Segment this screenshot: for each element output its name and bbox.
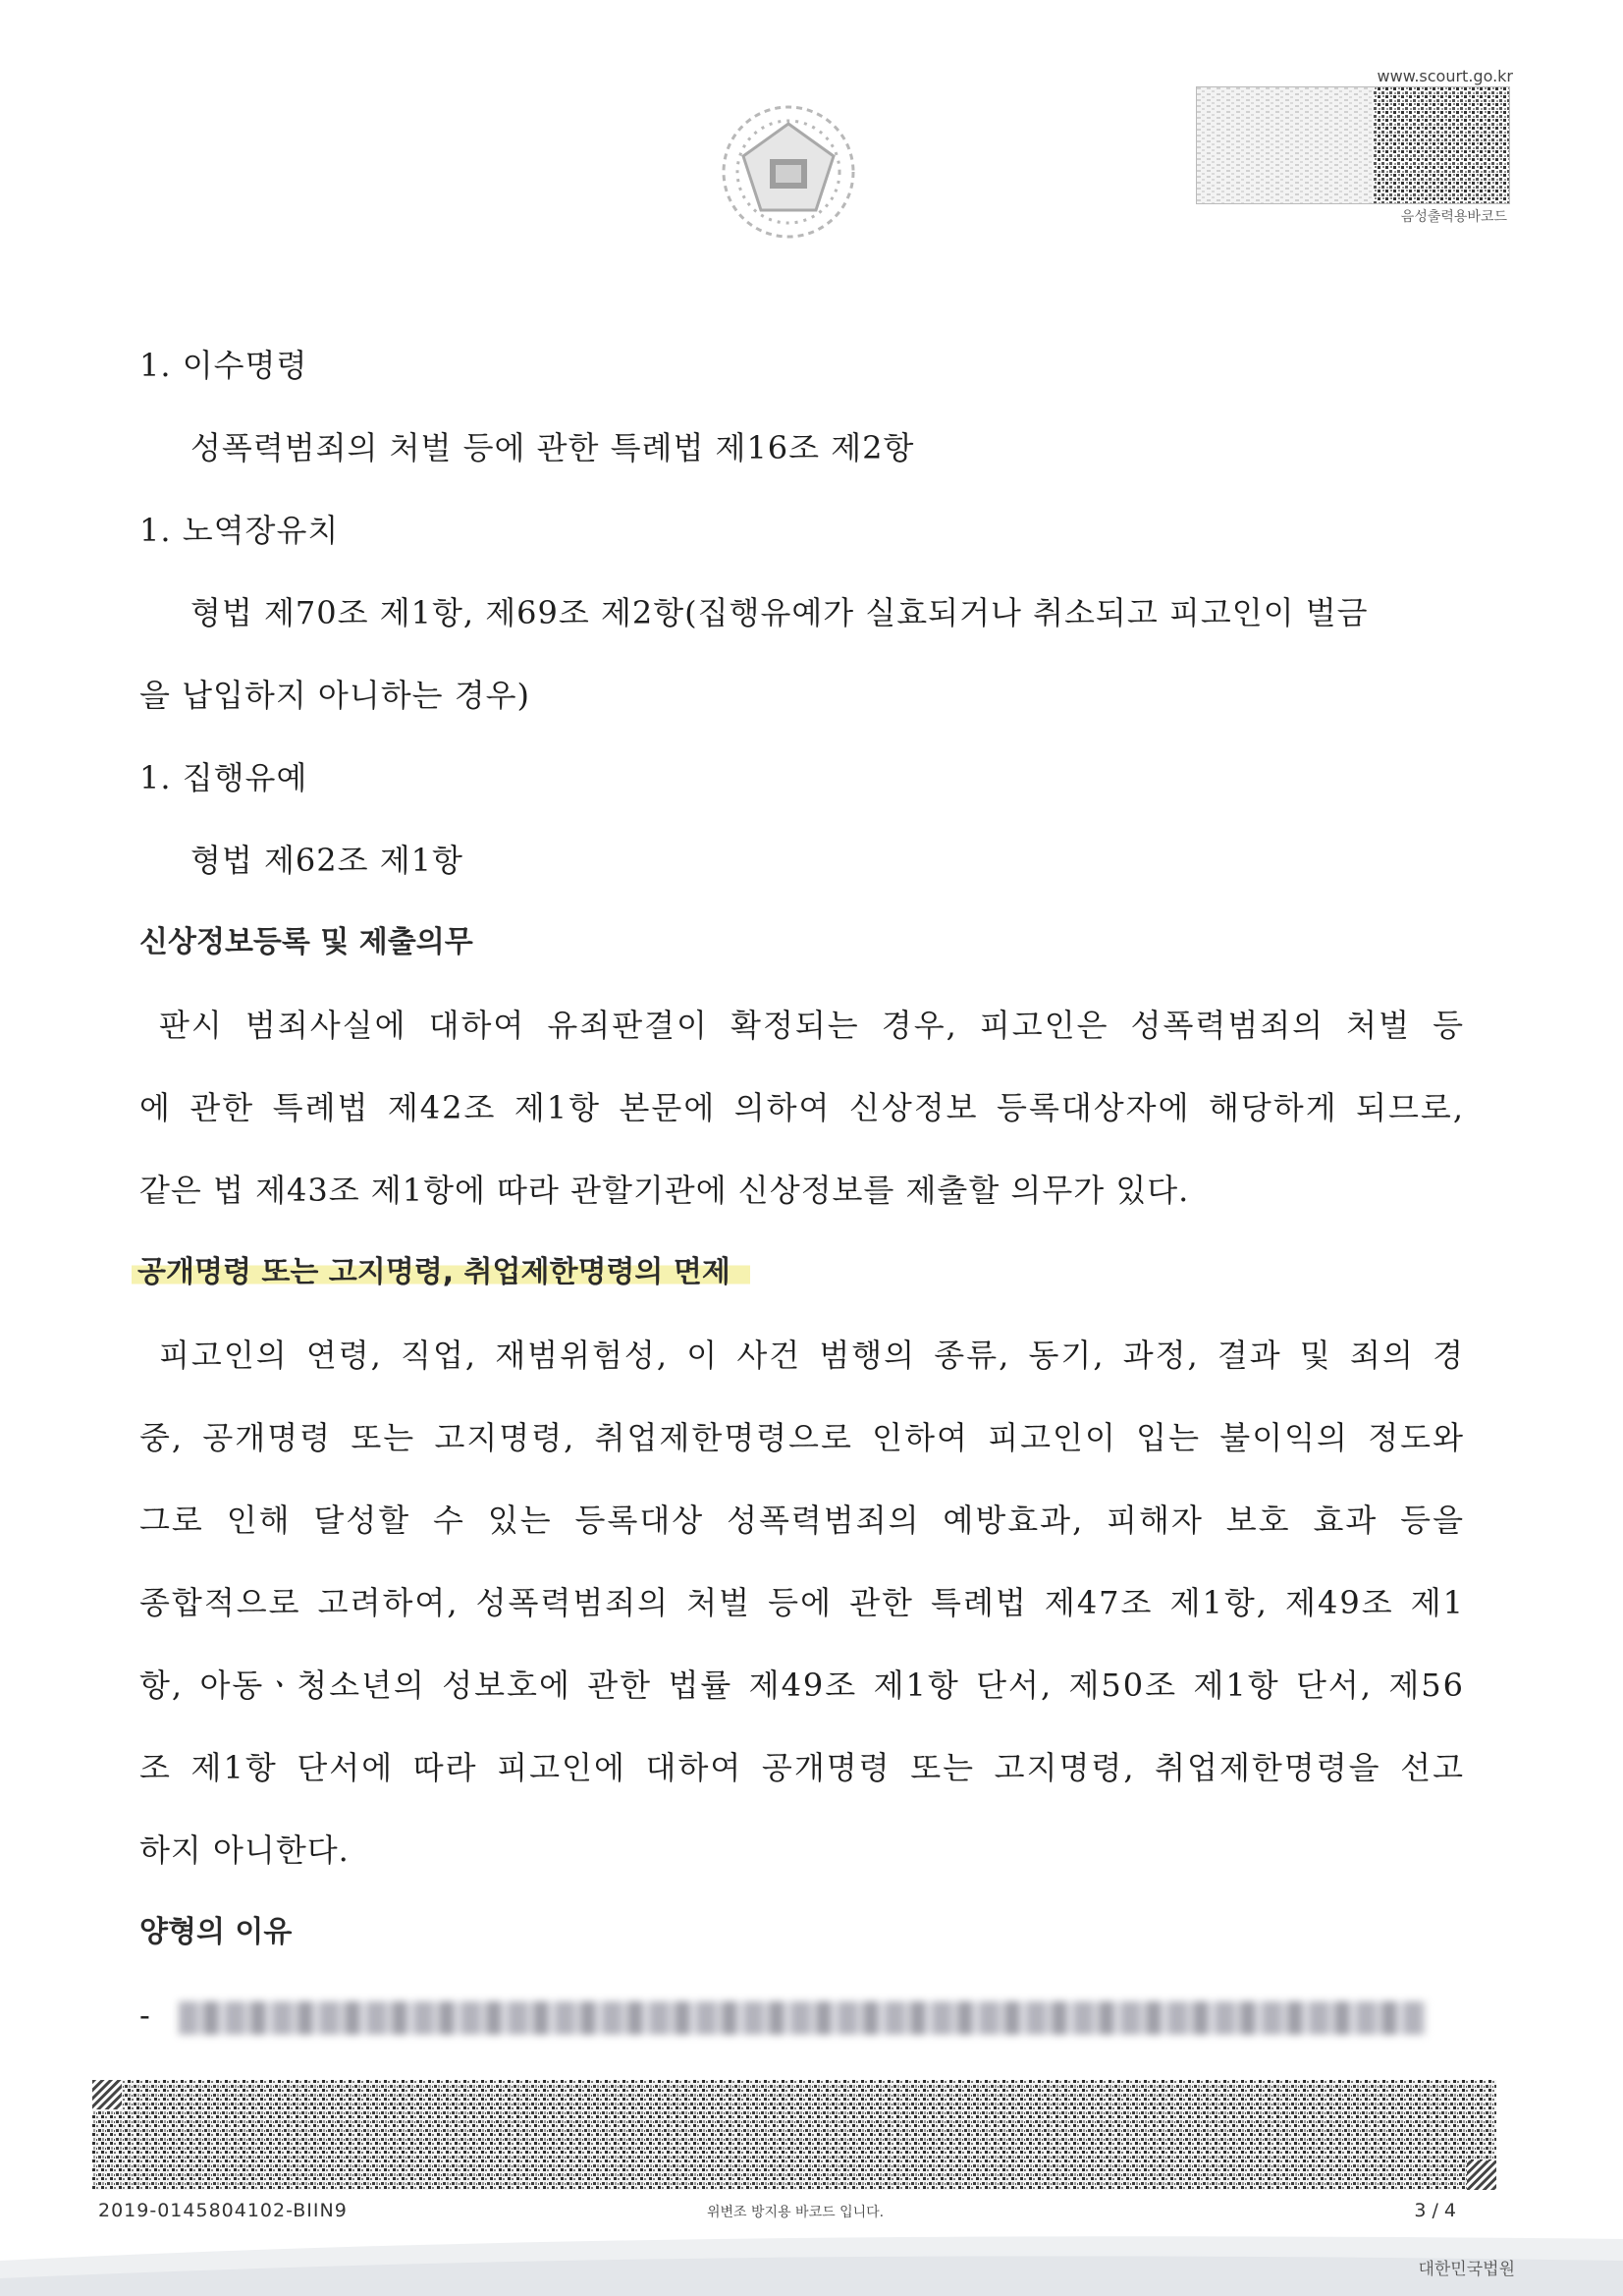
sentencing-first-line: [139, 1974, 1465, 2056]
bullet-dash: -: [139, 1996, 151, 2034]
item-text-workhouse-1: 형법 제70조 제1항, 제69조 제2항(집행유예가 실효되거나 취소되고 피고인이 벌금: [190, 594, 1369, 631]
exemption-line-5: 항, 아동ㆍ청소년의 성보호에 관한 법률 제49조 제1항 단서, 제50조 제1항 단서, 제56: [139, 1667, 1465, 1704]
footer-decorative-band: [0, 2221, 1623, 2296]
exemption-line-1: 피고인의 연령, 직업, 재범위험성, 이 사건 범행의 종류, 동기, 과정, 결과 및 죄의 경: [159, 1337, 1465, 1374]
anti-forgery-note: 위변조 방지용 바코드 입니다.: [707, 2205, 885, 2220]
page-number: 3 / 4: [1414, 2200, 1456, 2221]
item-text-probation: 형법 제62조 제1항: [190, 842, 463, 879]
exemption-line-4: 종합적으로 고려하여, 성폭력범죄의 처벌 등에 관한 특례법 제47조 제1항, 제49조 제1: [139, 1584, 1465, 1621]
exemption-line-7: 하지 아니한다.: [139, 1831, 350, 1869]
court-name: 대한민국법원: [1418, 2260, 1515, 2279]
section-heading-registration: 신상정보등록 및 제출의무: [139, 925, 473, 959]
exemption-line-3: 그로 인해 달성할 수 있는 등록대상 성폭력범죄의 예방효과, 피해자 보호 효과 등을: [139, 1502, 1465, 1539]
registration-line-2: 에 관한 특례법 제42조 제1항 본문에 의하여 신상정보 등록대상자에 해당하게 되므로,: [139, 1089, 1465, 1126]
registration-line-1: 판시 범죄사실에 대하여 유죄판결이 확정되는 경우, 피고인은 성폭력범죄의 처벌 등: [159, 1007, 1465, 1044]
anti-forgery-barcode: [92, 2080, 1496, 2190]
redacted-text-block: [179, 2001, 1426, 2035]
section-heading-sentencing: 양형의 이유: [139, 1915, 293, 1949]
document-id: 2019-0145804102-BIIN9: [98, 2200, 348, 2221]
item-heading-probation: 1. 집행유예: [139, 759, 308, 796]
item-text-lecture-order: 성폭력범죄의 처벌 등에 관한 특례법 제16조 제2항: [190, 429, 915, 466]
barcode-caption: 음성출력용바코드: [1400, 209, 1507, 225]
exemption-line-6: 조 제1항 단서에 따라 피고인에 대하여 공개명령 또는 고지명령, 취업제한명령을 선고: [139, 1749, 1465, 1786]
exemption-line-2: 중, 공개명령 또는 고지명령, 취업제한명령으로 인하여 피고인이 입는 불이익의 정도와: [139, 1419, 1465, 1456]
document-body: [139, 324, 1465, 2056]
court-seal-logo: [715, 98, 862, 246]
registration-line-3: 같은 법 제43조 제1항에 따라 관할기관에 신상정보를 제출할 의무가 있다.: [139, 1172, 1190, 1209]
item-heading-lecture-order: 1. 이수명령: [139, 347, 308, 384]
voice-output-barcode: [1196, 86, 1510, 204]
item-text-workhouse-2: 을 납입하지 아니하는 경우): [139, 677, 531, 714]
site-url: www.scourt.go.kr: [1377, 67, 1513, 85]
item-heading-workhouse: 1. 노역장유치: [139, 512, 340, 549]
section-heading-exemption: 공개명령 또는 고지명령, 취업제한명령의 면제: [132, 1255, 750, 1289]
